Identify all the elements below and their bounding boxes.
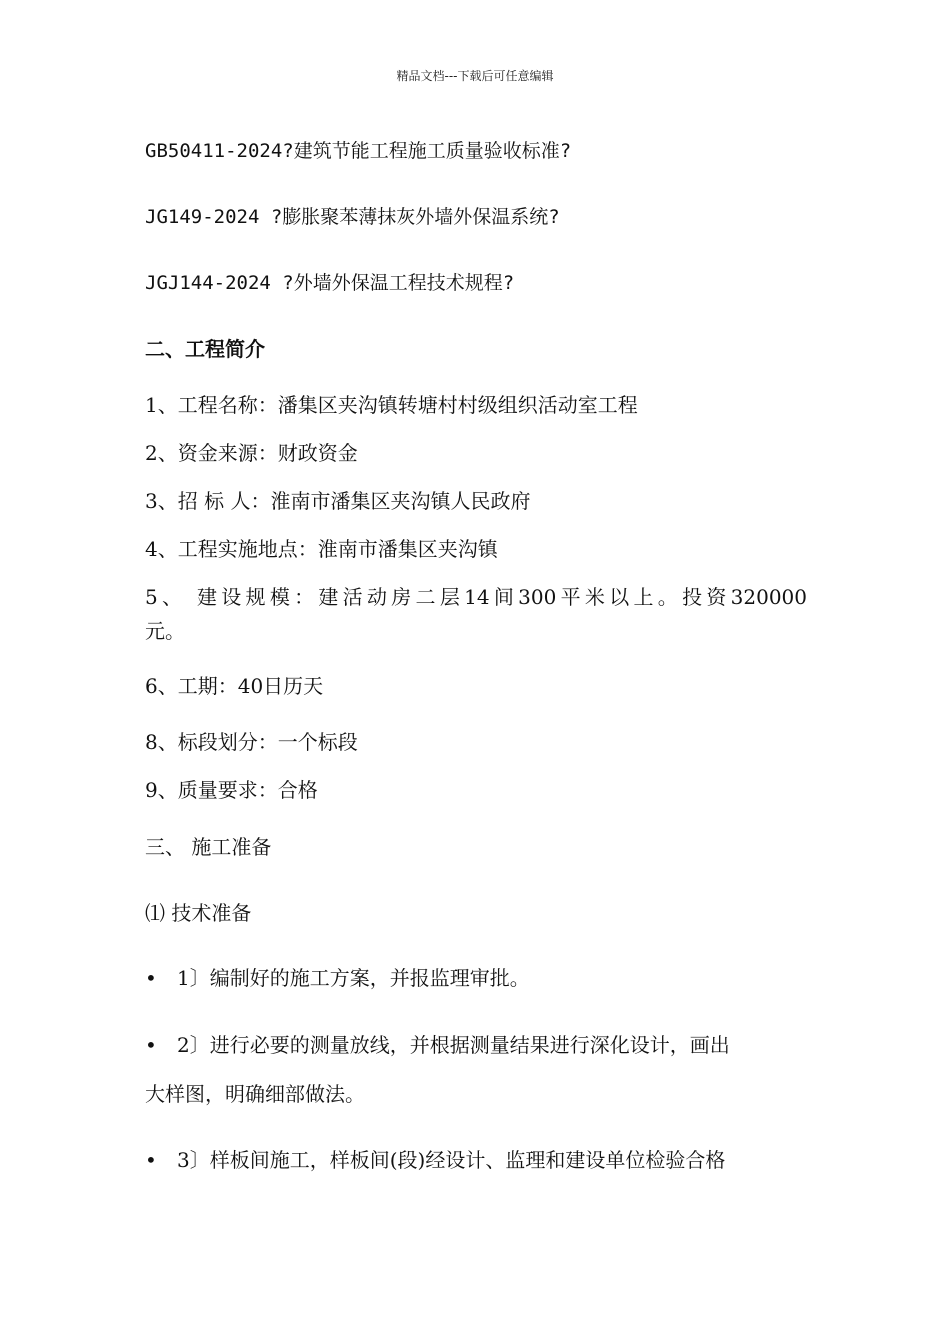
list-item: 3、招 标 人：淮南市潘集区夹沟镇人民政府 (145, 489, 531, 513)
list-item: 6、工期：40日历天 (145, 674, 324, 698)
list-item: 8、标段划分：一个标段 (145, 730, 358, 754)
bullet-item (145, 1147, 725, 1173)
list-item: 9、质量要求：合格 (145, 778, 318, 802)
list-item-continuation: 元。 (145, 619, 185, 643)
standard-line: JG149-2024 ?膨胀聚苯薄抹灰外墙外保温系统? (145, 206, 560, 228)
standard-line: GB50411-2024?建筑节能工程施工质量验收标准? (145, 140, 572, 162)
bullet-icon: • (145, 966, 157, 990)
bullet-icon: • (145, 1148, 157, 1172)
bullet-item (145, 965, 530, 991)
standard-line: JGJ144-2024 ?外墙外保温工程技术规程? (145, 272, 515, 294)
bullet-text: 2〕进行必要的测量放线，并根据测量结果进行深化设计，画出 (177, 1033, 730, 1057)
list-item: 4、工程实施地点：淮南市潘集区夹沟镇 (145, 537, 498, 561)
list-item: 1、工程名称：潘集区夹沟镇转塘村村级组织活动室工程 (145, 393, 638, 417)
bullet-text: 3〕样板间施工，样板间(段)经设计、监理和建设单位检验合格 (177, 1148, 726, 1172)
section-heading: 二、工程简介 (145, 337, 265, 361)
list-item: 2、资金来源：财政资金 (145, 441, 358, 465)
bullet-text: 1〕编制好的施工方案，并报监理审批。 (177, 966, 530, 990)
page-header: 精品文档---下载后可任意编辑 (396, 69, 554, 83)
subsection-heading: ⑴ 技术准备 (145, 901, 252, 925)
list-item: 5、 建设规模：建活动房二层14间300平米以上。投资320000 (145, 585, 807, 609)
bullet-icon: • (145, 1033, 157, 1057)
bullet-continuation: 大样图，明确细部做法。 (145, 1082, 365, 1106)
section-heading: 三、 施工准备 (145, 835, 272, 859)
bullet-item (145, 1032, 730, 1058)
